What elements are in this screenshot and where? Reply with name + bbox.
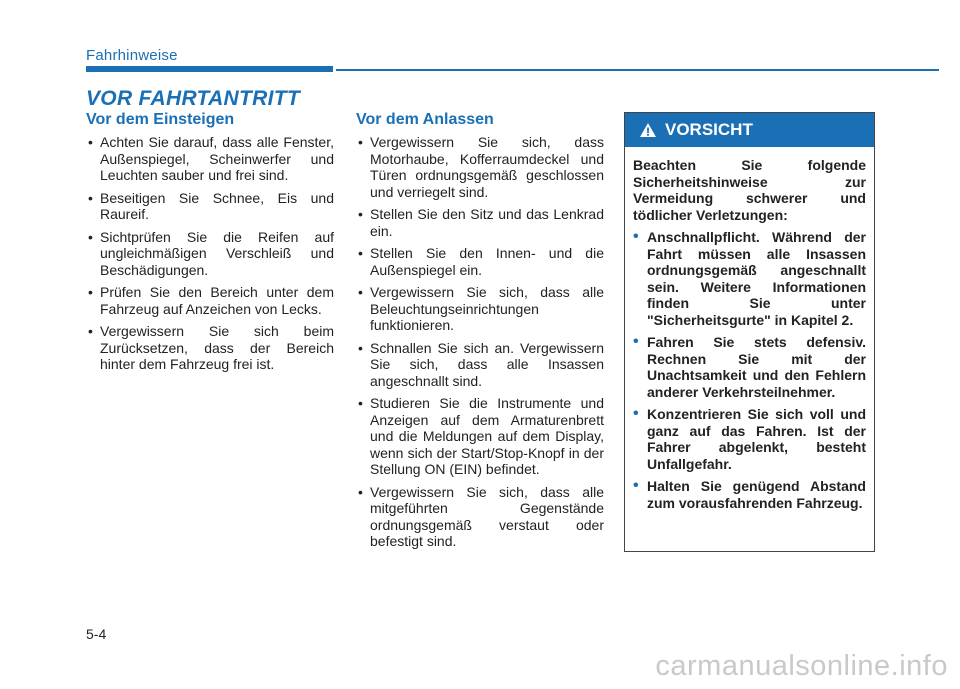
warning-box [624,112,875,552]
warning-list [633,229,866,511]
warning-body [625,147,874,511]
left-column [86,111,334,379]
warning-item: • Konzentrieren Sie sich voll und ganz auf das Fahren. Ist der Fahrer abgelenkt, besteht Unfallgefahr. [633,406,866,472]
list-item: • Stellen Sie den Sitz und das Lenkrad ein. [356,206,604,239]
list-item: • Beseitigen Sie Schnee, Eis und Raureif. [86,190,334,223]
warning-triangle-icon [639,122,657,138]
middle-column [356,111,604,556]
list-item: • Vergewissern Sie sich beim Zurücksetzen, dass der Bereich hinter dem Fahrzeug frei ist. [86,323,334,373]
list-item: • Vergewissern Sie sich, dass alle mitgeführten Gegenstände ordnungsgemäß verstaut oder befestigt sind. [356,484,604,550]
warning-item: • Fahren Sie stets defensiv. Rechnen Sie mit der Unachtsamkeit und den Fehlern anderer Verkehrsteilnehmer. [633,334,866,400]
warning-header [625,113,874,147]
warning-title: VORSICHT [665,120,753,139]
header-bar-thin [336,69,939,71]
list-item: • Schnallen Sie sich an. Vergewissern Sie sich, dass alle Insassen angeschnallt sind. [356,340,604,390]
warning-intro: Beachten Sie folgende Sicherheitshinweise zur Vermeidung schwerer und tödlicher Verletzungen: [633,157,866,223]
list-item: • Studieren Sie die Instrumente und Anzeigen auf dem Armaturenbrett und die Meldungen auf dem Display, wenn sich der Start/Stop-Knopf in der Stellung ON (EIN) befindet. [356,395,604,478]
warning-item: • Halten Sie genügend Abstand zum vorausfahrenden Fahrzeug. [633,478,866,511]
left-column-list [86,134,334,373]
header-label: Fahrhinweise [86,47,178,64]
watermark: carmanualsonline.info [655,650,948,682]
warning-item: • Anschnallpflicht. Während der Fahrt müssen alle Insassen ordnungsgemäß angeschnallt sein. Weitere Informationen finden Sie unter "Sicherheitsgurte" in Kapitel 2. [633,229,866,328]
section-title: VOR FAHRTANTRITT [86,87,301,110]
page-number: 5-4 [86,626,107,642]
list-item: • Sichtprüfen Sie die Reifen auf ungleichmäßigen Verschleiß und Beschädigungen. [86,229,334,279]
middle-column-list [356,134,604,550]
left-column-heading: Vor dem Einsteigen [86,111,235,128]
list-item: • Prüfen Sie den Bereich unter dem Fahrzeug auf Anzeichen von Lecks. [86,284,334,317]
middle-column-heading: Vor dem Anlassen [356,111,494,128]
list-item: • Vergewissern Sie sich, dass alle Beleuchtungseinrichtungen funktionieren. [356,284,604,334]
list-item: • Achten Sie darauf, dass alle Fenster, Außenspiegel, Scheinwerfer und Leuchten sauber und frei sind. [86,134,334,184]
header-bar-thick [86,66,333,72]
list-item: • Stellen Sie den Innen- und die Außenspiegel ein. [356,245,604,278]
list-item: • Vergewissern Sie sich, dass Motorhaube, Kofferraumdeckel und Türen ordnungsgemäß geschlossen und verriegelt sind. [356,134,604,200]
